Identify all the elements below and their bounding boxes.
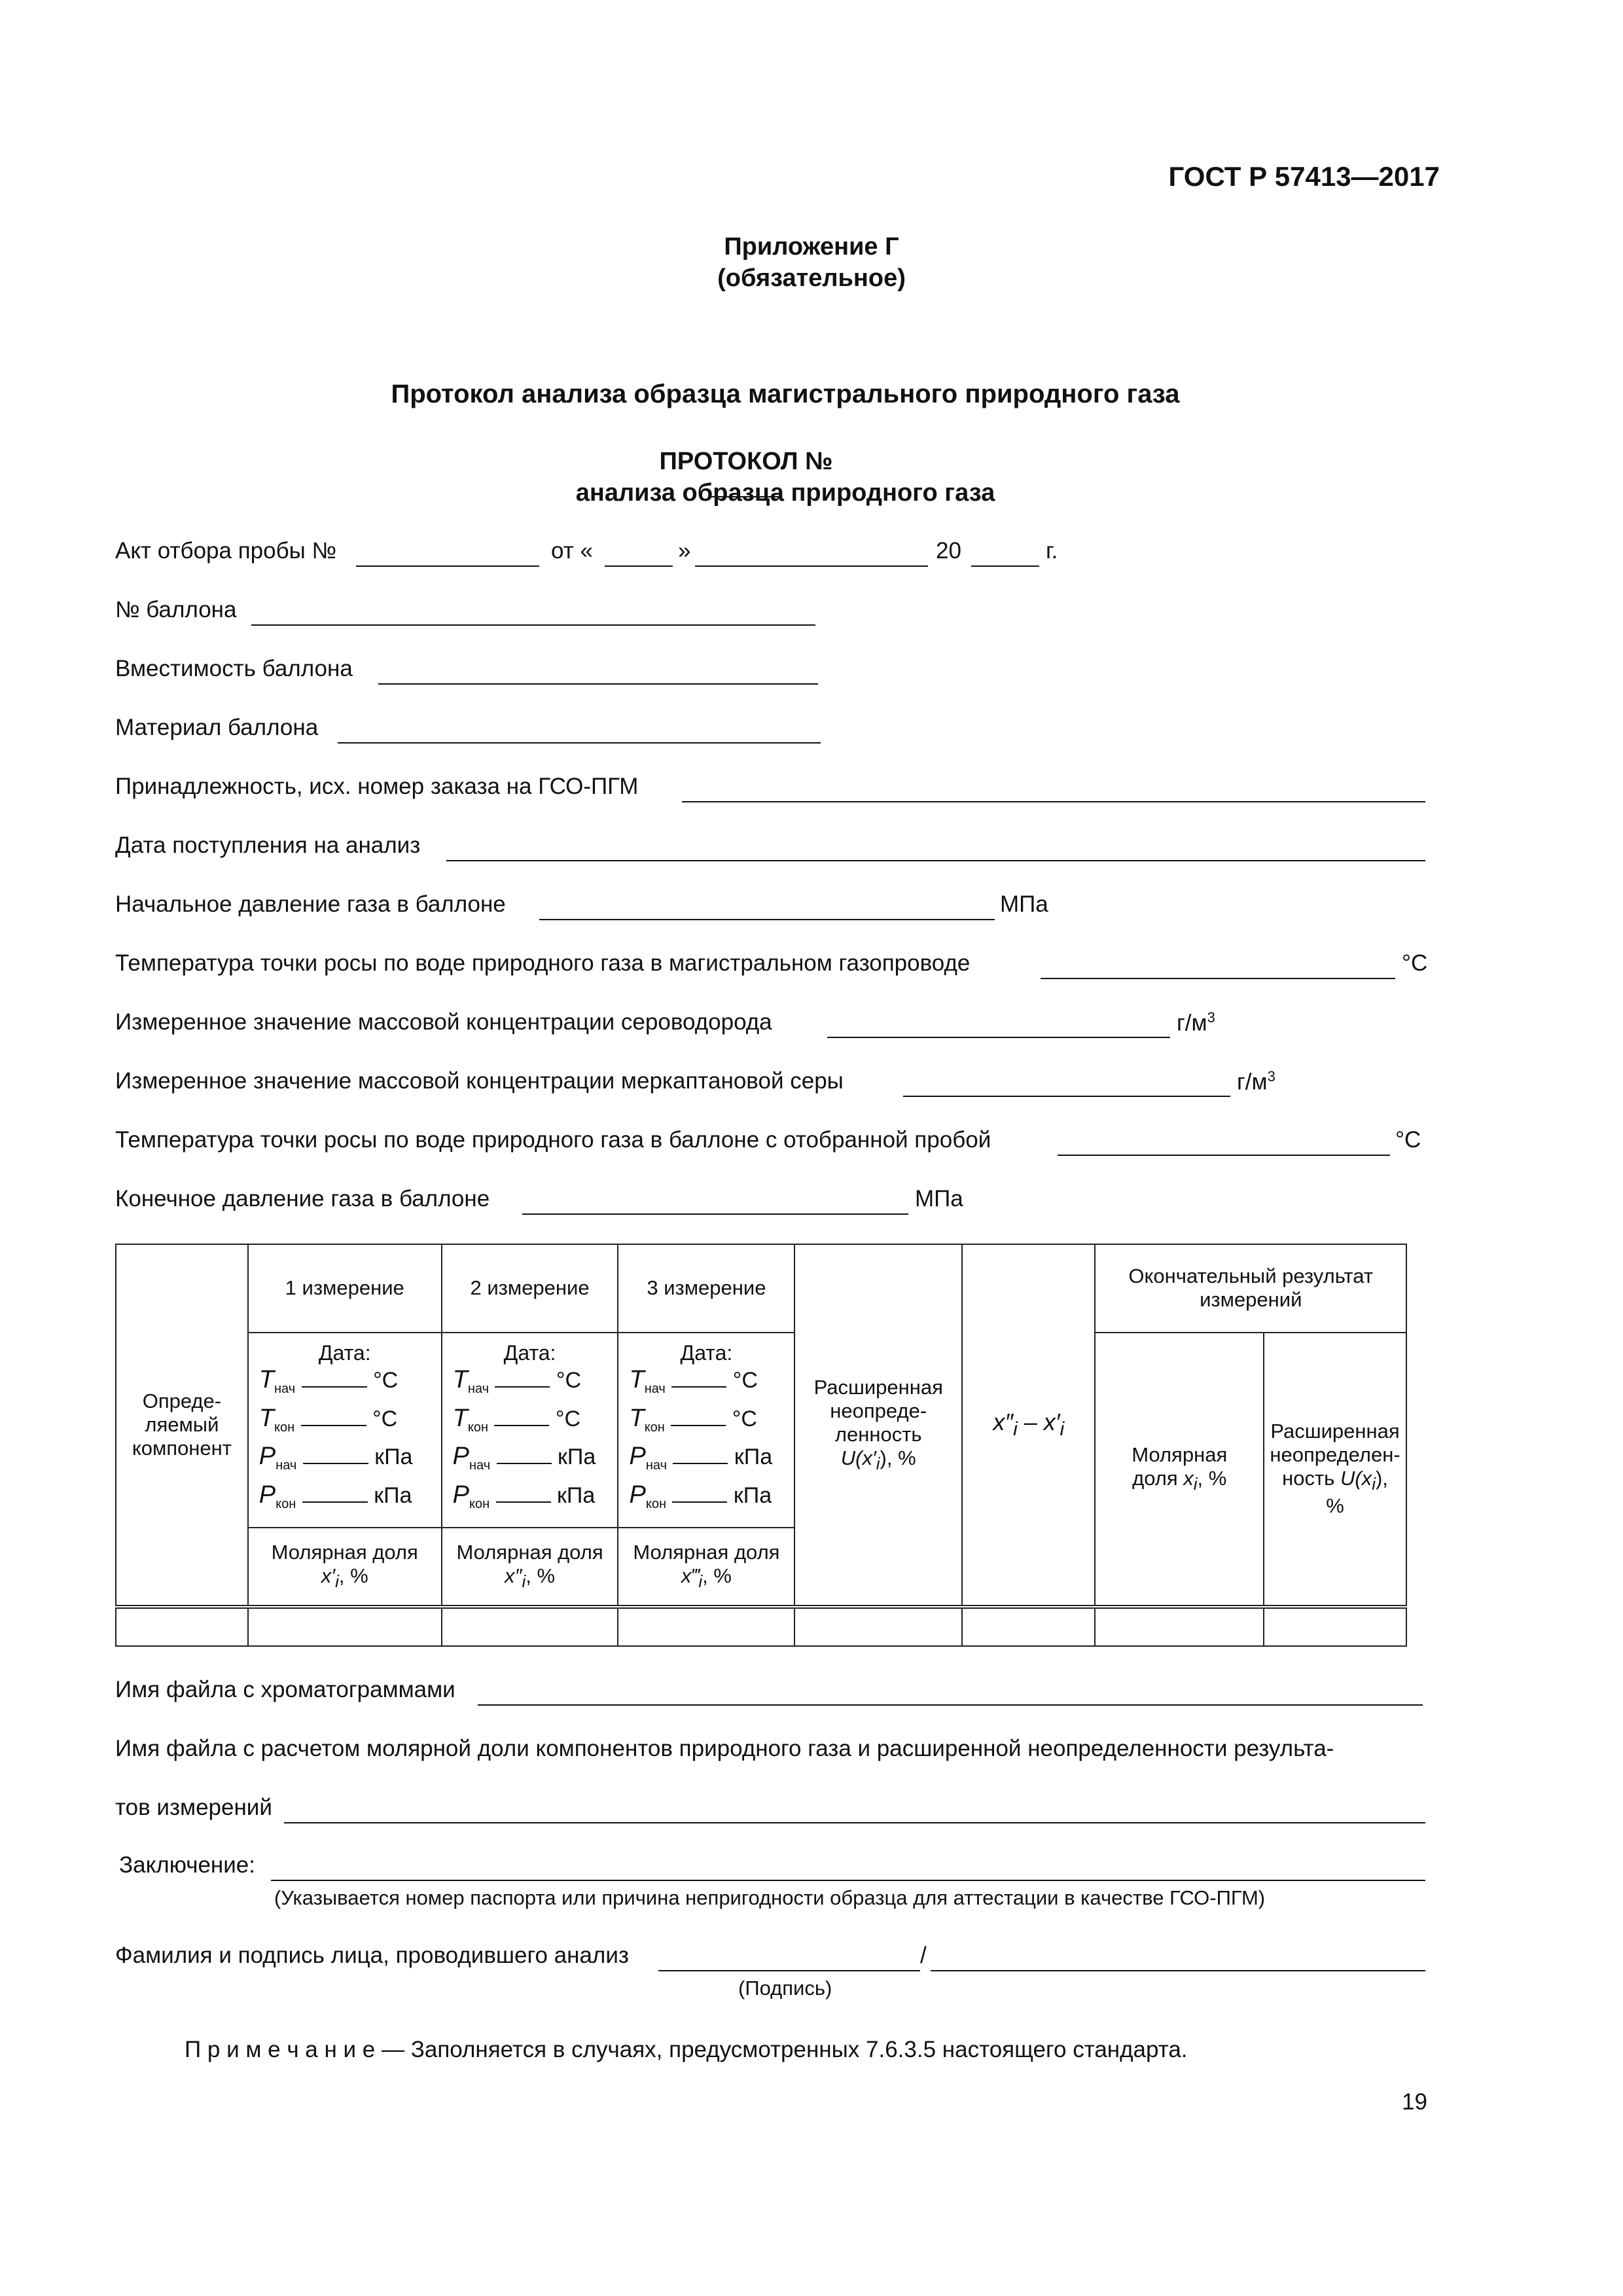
cylinder-number-field[interactable] [251,624,815,626]
signer-name-field[interactable] [931,1970,1425,1971]
measurement-table [115,1244,1407,1647]
initial-pressure-label: Начальное давление газа в баллоне [115,891,506,917]
act-month-field[interactable] [695,565,928,567]
appendix-status: (обязательное) [717,264,906,292]
h2s-unit: $г/м^3$ [1177,1009,1215,1036]
protocol-subtitle: анализа образца природного газа [575,479,995,507]
arrival-date-field[interactable] [446,860,1425,861]
act-year-suffix: г. [1046,538,1058,564]
measurement-3-params: Дата: $T_{нач}$ °С $T_{кон}$ °С $P_{нач}$ кПа $P_{кон}$ кПа [618,1333,794,1528]
dew-point-pipeline-field[interactable] [1041,978,1395,979]
conclusion-field[interactable] [271,1880,1425,1881]
cylinder-number-label: № баллона [115,597,237,622]
measurement-1-params: Дата: $T_{нач}$ °С $T_{кон}$ °С $P_{нач}$ кПа $P_{кон}$ кПа [248,1333,442,1528]
table-cell[interactable] [1095,1607,1264,1646]
table-cell[interactable] [1264,1607,1406,1646]
dew-point-cylinder-unit: °С [1395,1127,1421,1153]
final-pressure-unit: МПа [915,1186,963,1211]
conclusion-hint: (Указывается номер паспорта или причина непригодности образца для аттестации в качестве ГСО-ПГМ) [274,1886,1266,1909]
protocol-number-label: ПРОТОКОЛ № [628,448,864,504]
page-number: 19 [1402,2089,1427,2115]
capacity-label: Вместимость баллона [115,656,353,681]
material-label: Материал баллона [115,715,319,740]
ownership-field[interactable] [682,801,1425,802]
material-field[interactable] [338,742,821,744]
final-pressure-label: Конечное давление газа в баллоне [115,1186,490,1211]
act-day-field[interactable] [605,565,673,567]
act-year-prefix: 20 [936,538,961,564]
final-molar-fraction-header: Молярная доля $x_i$, % [1095,1333,1264,1607]
signature-label: Фамилия и подпись лица, проводившего анализ [115,1943,629,1968]
chromatograms-label: Имя файла с хроматограммами [115,1677,455,1702]
measurement-2-params: Дата: $T_{нач}$ °С $T_{кон}$ °С $P_{нач}$ кПа $P_{кон}$ кПа [442,1333,618,1528]
arrival-date-label: Дата поступления на анализ [115,833,421,858]
capacity-field[interactable] [378,683,818,685]
act-from-label: от « [551,538,593,564]
h2s-field[interactable] [827,1037,1170,1038]
table-cell[interactable] [962,1607,1095,1646]
measurement-2-header: 2 измерение [442,1244,618,1333]
ownership-label: Принадлежность, исх. номер заказа на ГСО-ПГМ [115,774,639,799]
calc-file-field[interactable] [284,1822,1425,1823]
dew-point-pipeline-label: Температура точки росы по воде природного газа в магистральном газопроводе [115,950,971,976]
act-quote: » [678,538,691,564]
table-cell[interactable] [442,1607,618,1646]
dew-point-pipeline-unit: °С [1402,950,1428,976]
note: П р и м е ч а н и е — Заполняется в случаях, предусмотренных 7.6.3.5 настоящего стандарта. [185,2037,1188,2062]
final-result-header: Окончательный результат измерений [1095,1244,1406,1333]
initial-pressure-field[interactable] [539,919,995,920]
component-header: Опреде- ляемый компонент [116,1244,248,1607]
standard-number: ГОСТ Р 57413—2017 [1168,161,1440,192]
page-title: Протокол анализа образца магистрального природного газа [391,380,1180,408]
table-cell[interactable] [618,1607,794,1646]
dew-point-cylinder-field[interactable] [1058,1155,1390,1156]
molar-fraction-2-header: Молярная доля $x''_i$, % [442,1528,618,1607]
table-cell[interactable] [116,1607,248,1646]
calc-file-label: Имя файла с расчетом молярной доли компонентов природного газа и расширенной неопределенности результа- [115,1736,1334,1761]
difference-header: $x''_i - x'_i$ [962,1244,1095,1607]
signature-field[interactable] [658,1970,920,1971]
molar-fraction-1-header: Молярная доля $x'_i$, % [248,1528,442,1607]
initial-pressure-unit: МПа [1000,891,1048,917]
measurement-3-header: 3 измерение [618,1244,794,1333]
table-cell[interactable] [248,1607,442,1646]
final-uncertainty-header: Расширенная неопределен- ность $U(x_i)$, % [1264,1333,1406,1607]
act-label: Акт отбора пробы № [115,538,337,564]
mercaptan-field[interactable] [903,1096,1230,1097]
calc-file-label-cont: тов измерений [115,1795,272,1820]
mercaptan-unit: $г/м^3$ [1237,1068,1275,1095]
appendix-label: Приложение Г [724,233,899,260]
conclusion-label: Заключение: [119,1852,255,1878]
expanded-uncertainty-header: Расширенная неопреде- ленность $U(x'_i)$, % [794,1244,962,1607]
signature-slash: / [920,1943,927,1968]
mercaptan-label: Измеренное значение массовой концентрации меркаптановой серы [115,1068,844,1094]
molar-fraction-3-header: Молярная доля $x‴_i$, % [618,1528,794,1607]
chromatograms-field[interactable] [478,1704,1423,1706]
measurement-1-header: 1 измерение [248,1244,442,1333]
signature-hint: (Подпись) [738,1977,832,2000]
act-number-field[interactable] [356,565,539,567]
h2s-label: Измеренное значение массовой концентрации сероводорода [115,1009,772,1035]
dew-point-cylinder-label: Температура точки росы по воде природного газа в баллоне с отобранной пробой [115,1127,991,1153]
table-cell[interactable] [794,1607,962,1646]
act-year-field[interactable] [971,565,1039,567]
final-pressure-field[interactable] [522,1213,908,1215]
